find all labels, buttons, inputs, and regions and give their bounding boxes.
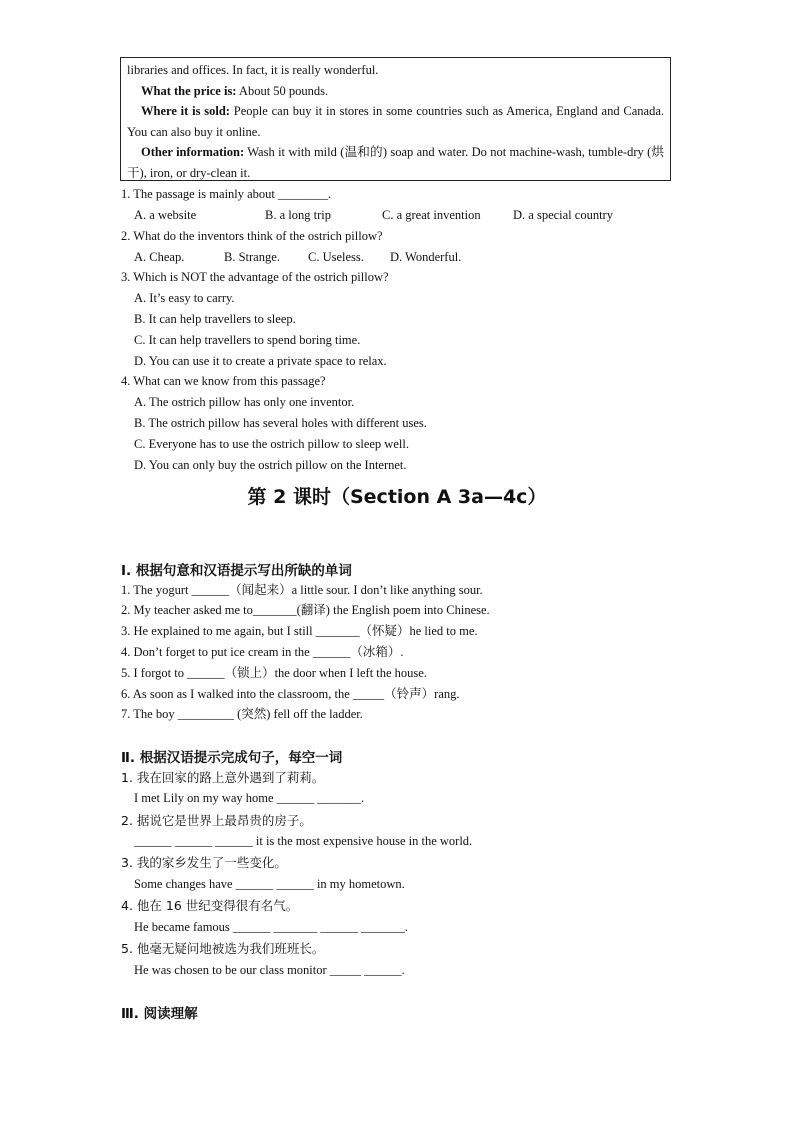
where-paragraph bbox=[127, 101, 664, 142]
fill-item[interactable]: 2. My teacher asked me to_______(翻译) the English poem into Chinese. bbox=[121, 603, 490, 617]
question-4-stem: 4. What can we know from this passage? bbox=[121, 374, 326, 388]
where-value: People can buy it in stores in some countries such as America, England and Canada. You can also buy it online. bbox=[127, 104, 665, 139]
option[interactable]: D. Wonderful. bbox=[390, 250, 462, 264]
option[interactable]: B. a long trip bbox=[265, 208, 331, 222]
translation-answer[interactable]: ______ ______ ______ it is the most expensive house in the world. bbox=[134, 834, 473, 848]
fill-item[interactable]: 5. I forgot to ______（锁上）the door when I left the house. bbox=[121, 666, 427, 680]
passage-line: libraries and offices. In fact, it is really wonderful. bbox=[127, 63, 379, 77]
passage-box bbox=[120, 57, 671, 181]
option[interactable]: C. a great invention bbox=[382, 208, 481, 222]
question-2-stem: 2. What do the inventors think of the ostrich pillow? bbox=[121, 229, 383, 243]
other-paragraph bbox=[127, 142, 664, 183]
fill-item[interactable]: 6. As soon as I walked into the classroom, the _____（铃声）rang. bbox=[121, 687, 460, 701]
translation-prompt: 4. 他在 16 世纪变得很有名气。 bbox=[121, 898, 299, 913]
option[interactable]: B. The ostrich pillow has several holes with different uses. bbox=[134, 416, 427, 430]
question-1-options bbox=[134, 206, 613, 224]
option[interactable]: D. a special country bbox=[513, 208, 613, 222]
option[interactable]: C. Everyone has to use the ostrich pillow to sleep well. bbox=[134, 437, 409, 451]
translation-answer[interactable]: I met Lily on my way home ______ _______. bbox=[134, 791, 365, 805]
translation-prompt: 3. 我的家乡发生了一些变化。 bbox=[121, 855, 287, 870]
option[interactable]: A. a website bbox=[134, 208, 197, 222]
price-label: What the price is: bbox=[141, 83, 237, 98]
option[interactable]: D. You can use it to create a private space to relax. bbox=[134, 354, 387, 368]
option[interactable]: D. You can only buy the ostrich pillow on the Internet. bbox=[134, 458, 407, 472]
option[interactable]: C. It can help travellers to spend boring time. bbox=[134, 333, 361, 347]
price-value: About 50 pounds. bbox=[236, 83, 329, 98]
fill-item[interactable]: 1. The yogurt ______（闻起来）a little sour. I don’t like anything sour. bbox=[121, 583, 483, 597]
option[interactable]: A. The ostrich pillow has only one inventor. bbox=[134, 395, 355, 409]
fill-item[interactable]: 7. The boy _________ (突然) fell off the ladder. bbox=[121, 707, 363, 721]
fill-item[interactable]: 3. He explained to me again, but I still _______（怀疑）he lied to me. bbox=[121, 624, 478, 638]
lesson-title: 第 2 课时（Section A 3a—4c） bbox=[247, 486, 547, 508]
section-1-heading: Ⅰ. 根据句意和汉语提示写出所缺的单词 bbox=[121, 563, 352, 579]
question-3-stem: 3. Which is NOT the advantage of the ostrich pillow? bbox=[121, 270, 389, 284]
where-label: Where it is sold: bbox=[141, 104, 230, 119]
price-paragraph bbox=[127, 81, 664, 102]
translation-answer[interactable]: He became famous ______ _______ ______ _______. bbox=[134, 920, 408, 934]
translation-prompt: 1. 我在回家的路上意外遇到了莉莉。 bbox=[121, 770, 325, 785]
section-3-heading: Ⅲ. 阅读理解 bbox=[121, 1006, 198, 1022]
question-2-options bbox=[134, 248, 461, 266]
translation-prompt: 2. 据说它是世界上最昂贵的房子。 bbox=[121, 813, 312, 828]
fill-item[interactable]: 4. Don’t forget to put ice cream in the ______（冰箱）. bbox=[121, 645, 404, 659]
translation-answer[interactable]: He was chosen to be our class monitor _____ ______. bbox=[134, 963, 405, 977]
translation-prompt: 5. 他毫无疑问地被选为我们班班长。 bbox=[121, 941, 325, 956]
option[interactable]: C. Useless. bbox=[308, 250, 364, 264]
question-1-stem: 1. The passage is mainly about ________. bbox=[121, 187, 332, 201]
option[interactable]: B. It can help travellers to sleep. bbox=[134, 312, 296, 326]
option[interactable]: A. It’s easy to carry. bbox=[134, 291, 235, 305]
section-2-heading: Ⅱ. 根据汉语提示完成句子，每空一词 bbox=[121, 750, 343, 766]
translation-answer[interactable]: Some changes have ______ ______ in my hometown. bbox=[134, 877, 405, 891]
other-value: Wash it with mild (温和的) soap and water. Do not machine-wash, tumble-dry (烘干), iron, or dry-clean it. bbox=[127, 145, 664, 180]
option[interactable]: A. Cheap. bbox=[134, 250, 185, 264]
option[interactable]: B. Strange. bbox=[224, 250, 280, 264]
other-label: Other information: bbox=[141, 145, 245, 160]
